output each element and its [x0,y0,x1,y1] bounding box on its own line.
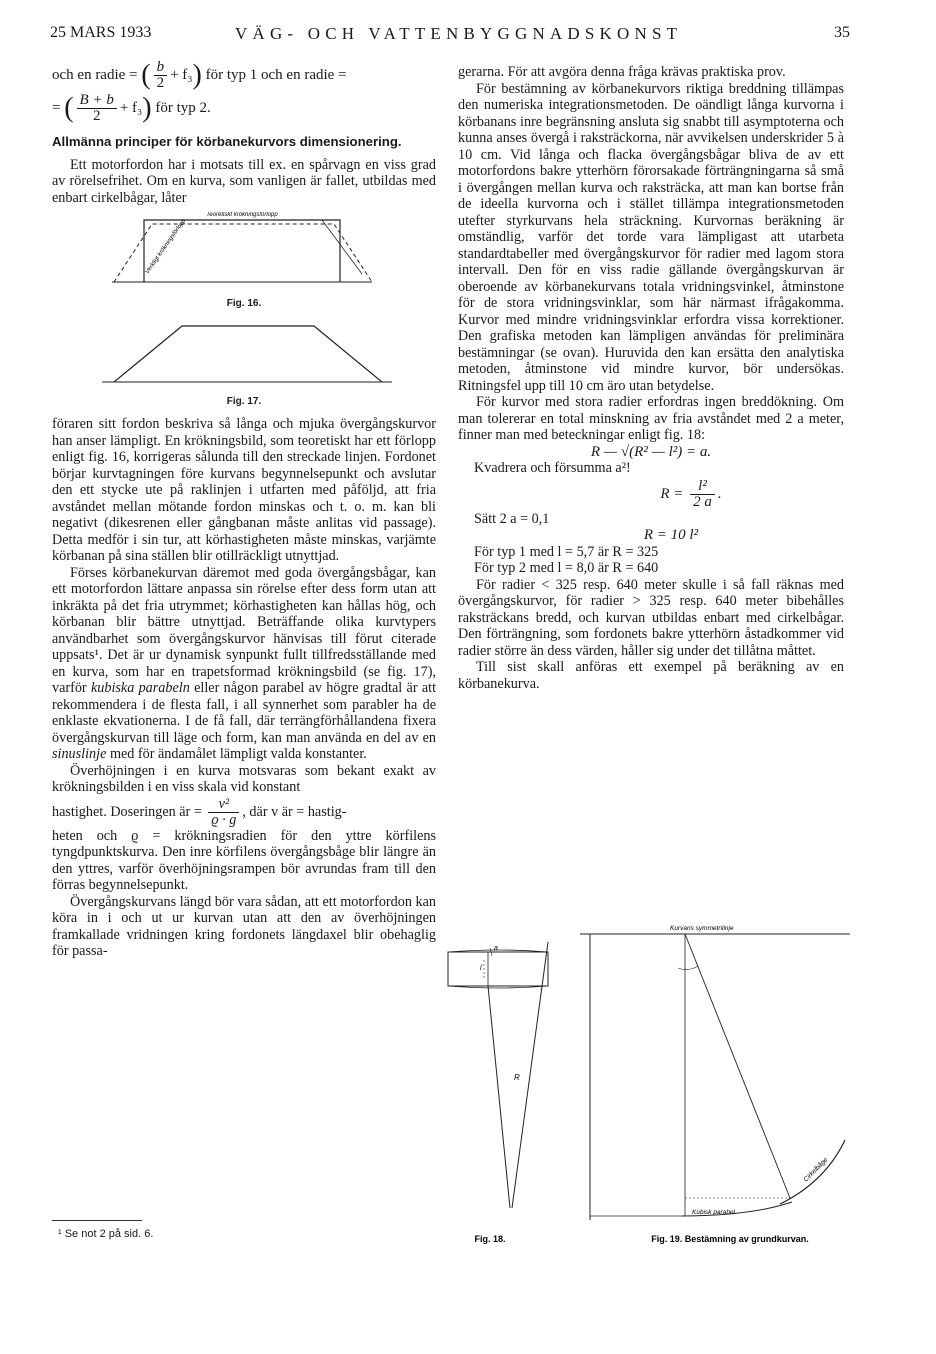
fig18-radius-line [488,986,510,1208]
fig18-label-R: R [514,1073,520,1082]
equation-3 [458,477,844,511]
frac-numerator: v² [208,797,239,813]
formula-line-1 [52,60,436,91]
paragraph: För kurvor med stora radier erfordras ingen breddökning. Om man tolererar en total minskning av fria avståndet med 2 a meter, finner man med beteckningar enligt fig. 18: [458,394,844,443]
frac-numerator: b [154,60,168,76]
formula-1-term: + f₃ [170,66,193,83]
footnote-rule [52,1220,142,1221]
left-column [52,60,436,960]
paragraph: För bestämning av körbanekurvors riktiga breddning tillämpas den numeriska integrationsmetoden. De oändligt långa kurvorna i körbanans inre begränsning ansluta sig snabbt till asymptoterna och kunna anses övergå i raksträckorna, när avvikelsen underskrider 5 à 10 cm. Vid långa och flacka övergångsbågar bliva de av ett motorfordons bakre ytterhörn förorsakade förträngningarna så små i övergången mellan kurva och raksträcka, att man kan bortse från de ideella kurvorna och i stället tillämpa integrationsmetoden utefter styrkurvans hela sträckning. Kurvornas beräkning är omständlig, varför det torde vara lämpligast att utarbeta standardtabeller med övergångskurvor för radier med lagom stora intervall. Den för en viss radie gällande övergångskurvan är oberoende av körbanekurvans totala vridningsvinkel, åtminstone för de stora vridningsvinklar, som här närmast ifrågakomma. Kurvor med mindre vridningsvinklar erfordra vissa korrektioner. Den grafiska metoden kan lämpligen användas för preliminära bestämningar (se ovan). Huruvida den kan ersätta den analytiska metoden, åtminstone vid mindre kurvor, bör undersökas. Ritningsfel upp till 10 cm äro utan betydelse. [458,80,844,394]
formula-2-suffix: för typ 2. [155,99,211,116]
para3-emphasis-1: kubiska parabeln [90,680,190,696]
paragraph: För radier < 325 resp. 640 meter skulle i så fall räknas med övergångskurvor, för radier > 325 resp. 640 meter bibehålles raksträckans bredd, och kurvan utbildas enbart med cirkelbågar. Den förträngning, som fordonets bakre ytterhörn åstadkommer vid radier större än dess värden, håller sig under det tillåtna måttet. [458,576,844,659]
dos-prefix: hastighet. Doseringen är = [52,803,202,820]
fig18-label-a: a [494,945,498,952]
frac-numerator: l² [690,479,715,495]
journal-title: VÄG- OCH VATTENBYGGNADSKONST [235,24,683,43]
fig16-label-slant: Verkligt krökningsförlopp [144,218,188,276]
frac-denominator: ϱ · g [211,811,237,828]
dos-suffix: , där v är = hastig- [242,803,347,820]
paren-close: ) [192,59,202,91]
para3-emphasis-2: sinuslinje [52,746,107,762]
equation-2: Kvadrera och försumma a²! [474,460,631,476]
frac-denominator: 2 a [693,493,712,510]
paragraph: Ett motorfordon har i motsats till ex. en spårvagn en viss grad av rörelsefrihet. Om en kurva, som vanligen är fallet, utbildas med enbart cirkelbågar, låter [52,156,436,206]
frac-denominator: 2 [92,108,101,124]
frac-denominator: 2 [156,75,165,91]
section-title: Allmänna principer för körbanekurvors dimensionering. [52,134,402,149]
equation-5: R = 10 l² [643,527,699,543]
paragraph: Överhöjningen i en kurva motsvaras som bekant exakt av krökningsbilden i en viss skala vid konstant [52,762,436,795]
para3-text-c: med för ändamålet lämpligt valda konstanter. [109,746,367,762]
fig17-caption: Fig. 17. [226,396,262,407]
fig18-diagram [448,942,548,1244]
figure-17 [52,322,436,412]
eq3-tail: . [717,485,722,502]
formula-1-prefix: och en radie = [52,66,138,83]
fig17-diagram [52,322,436,392]
figure-16 [52,212,436,309]
frac-numerator: B + b [77,93,117,109]
equation-7: För typ 2 med l = 8,0 är R = 640 [474,560,659,576]
figures-18-19 [440,920,870,1250]
doseringen-formula-line [52,796,436,828]
fraction-Bb-over-2 [77,93,117,124]
equation-1: R — √(R² — l²) = a. [590,443,712,460]
fig19-radius [685,934,790,1198]
paragraph: Övergångskurvans längd bör vara sådan, att ett motorfordon kan köra in i och ut ur kurvan utan att den av överhöjningen framkallade vridningen kring fordonets längdaxel blir obehaglig för passa- [52,893,436,960]
paragraph: gerarna. För att avgöra denna fråga krävas praktiska prov. [458,64,786,80]
fraction-v2-over-rho-g [208,797,239,828]
fig18-caption: Fig. 18. [474,1234,506,1244]
formula-line-2 [52,93,436,124]
issue-date: 25 MARS 1933 [50,24,152,41]
paragraph [52,565,436,763]
para3-text-b: eller någon parabel av högre gradtal är att rekommendera i de flesta fall, i all synnerhet som parabler ha de enklaste ekvationerna. I de få fall, där terrängförhållandena fixera övergångskurvan till läge och form, kan man använda en del av en [52,680,437,746]
fig16-diagram [52,212,436,304]
running-header [50,24,850,46]
fig19-label-top: Kurvans symmetrilinje [670,925,734,932]
fig17-trapezoid [114,326,382,382]
right-column [458,64,844,692]
fig19-label-arc: Cirkelbåge [802,1156,830,1184]
fig16-real-curve [114,224,372,282]
paragraph: Till sist skall anföras ett exempel på beräkning av en körbanekurva. [458,659,844,692]
fig16-caption: Fig. 16. [226,298,262,309]
fig18-label-l: l [480,965,482,972]
paragraph: heten och ϱ = krökningsradien för den yttre körfilens tyngdpunktskurva. Den inre körfilens övergångsbåge blir längre än den yttres, varför överhöjningsrampen bör avrundas fram till den förras begynnelsepunkt. [52,827,436,894]
fig19-diagram [580,925,850,1244]
paren-open: ( [141,59,151,91]
paren-open: ( [64,92,74,124]
fig19-caption: Fig. 19. Bestämning av grundkurvan. [651,1234,809,1244]
equation-6: För typ 1 med l = 5,7 är R = 325 [474,543,659,560]
equation-4: Sätt 2 a = 0,1 [474,510,550,527]
page-number: 35 [834,24,850,41]
paragraph: föraren sitt fordon beskriva så långa och mjuka övergångskurvor han anser lämpligt. En krökningsbild, som teoretiskt har ett förlopp enligt fig. 16, korrigeras sålunda till den streckade linjen. Fordonet börjar kurvtagningen före kurvans begynnelsepunkt och avslutar den ett stycke ute på raklinjen i utfarten med påföljd, att fria avståndet mellan mötande fordon minskas och t. o. m. kan bli negativt (dikesrenen eller gångbanan måste anlitas vid passage). Detta medför i sin tur, att körhastigheten måste minskas, varjämte körbanan på sina ställen blir otillräckligt utnyttjad. [52,416,436,564]
fig19-label-parab: Kubisk parabel [692,1209,735,1216]
formula-2-term: + f₃ [119,99,143,116]
formula-1-suffix: för typ 1 och en radie = [205,66,347,83]
fig16-slant-line [322,220,362,274]
formula-2-prefix: = [52,99,61,116]
fig18-vehicle [448,952,548,986]
paren-close: ) [142,92,152,124]
fraction-l2-over-2a [690,479,715,510]
footnote: ¹ Se not 2 på sid. 6. [58,1228,154,1240]
para3-text-a: Förses körbanekurvan däremot med goda övergångsbågar, kan ett motorfordon lättare anpassa sin rörelse efter dess form utan att inkräkta på det fria utrymmet; körhastigheten kan hållas hög, och körbanan blir bättre utnyttjad. Beträffande olika kurvtypers användbarhet som övergångskurvor hänvisas till förut citerade uppsats¹. Det är ur dynamisk synpunkt fullt tillfredsställande med en kurva, som har en trapetsformad krökningsbild (se fig. 17), varför [52,564,436,696]
fraction-b-over-2 [154,60,168,91]
eq3-lhs: R = [660,485,684,502]
fig16-label-top: Teoretiskt krökningsförlopp [206,212,278,218]
